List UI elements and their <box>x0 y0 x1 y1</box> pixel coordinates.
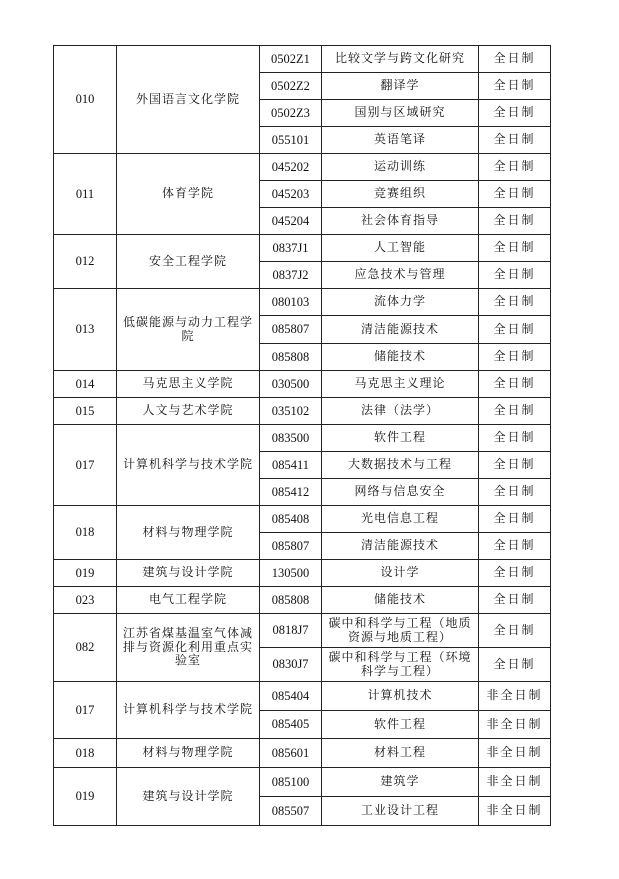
college-name-cell: 电气工程学院 <box>117 587 260 614</box>
major-code-cell: 080103 <box>260 289 322 316</box>
table-row <box>54 614 551 648</box>
study-mode-cell: 非全日制 <box>479 797 551 826</box>
study-mode-cell: 全日制 <box>479 73 551 100</box>
major-name-cell: 软件工程 <box>322 711 479 739</box>
study-mode-cell: 全日制 <box>479 262 551 289</box>
major-name-cell: 工业设计工程 <box>322 797 479 826</box>
program-table-body <box>54 46 551 826</box>
major-code-cell: 085507 <box>260 797 322 826</box>
study-mode-cell: 全日制 <box>479 289 551 316</box>
study-mode-cell: 全日制 <box>479 533 551 560</box>
table-row <box>54 506 551 533</box>
major-code-cell: 0818J7 <box>260 614 322 648</box>
table-row <box>54 425 551 452</box>
college-name-cell: 人文与艺术学院 <box>117 398 260 425</box>
college-name-cell: 安全工程学院 <box>117 235 260 289</box>
study-mode-cell: 全日制 <box>479 587 551 614</box>
major-code-cell: 085601 <box>260 739 322 768</box>
major-code-cell: 030500 <box>260 371 322 398</box>
major-name-cell: 储能技术 <box>322 344 479 371</box>
major-name-cell: 储能技术 <box>322 587 479 614</box>
major-name-cell: 比较文学与跨文化研究 <box>322 46 479 73</box>
college-name-cell: 体育学院 <box>117 154 260 235</box>
major-code-cell: 085808 <box>260 344 322 371</box>
major-code-cell: 085408 <box>260 506 322 533</box>
major-name-cell: 设计学 <box>322 560 479 587</box>
college-code-cell: 023 <box>54 587 117 614</box>
study-mode-cell: 全日制 <box>479 398 551 425</box>
study-mode-cell: 非全日制 <box>479 768 551 797</box>
major-code-cell: 0502Z2 <box>260 73 322 100</box>
major-code-cell: 130500 <box>260 560 322 587</box>
major-name-cell: 运动训练 <box>322 154 479 181</box>
college-name-cell: 马克思主义学院 <box>117 371 260 398</box>
major-name-cell: 人工智能 <box>322 235 479 262</box>
study-mode-cell: 全日制 <box>479 614 551 648</box>
college-name-cell: 材料与物理学院 <box>117 739 260 768</box>
table-row <box>54 154 551 181</box>
major-code-cell: 0502Z3 <box>260 100 322 127</box>
college-code-cell: 018 <box>54 739 117 768</box>
table-row <box>54 682 551 711</box>
major-code-cell: 0837J1 <box>260 235 322 262</box>
study-mode-cell: 全日制 <box>479 208 551 235</box>
major-name-cell: 清洁能源技术 <box>322 316 479 344</box>
table-row <box>54 560 551 587</box>
college-code-cell: 019 <box>54 768 117 826</box>
major-code-cell: 085807 <box>260 316 322 344</box>
table-row <box>54 289 551 316</box>
major-code-cell: 055101 <box>260 127 322 154</box>
study-mode-cell: 全日制 <box>479 560 551 587</box>
major-code-cell: 0502Z1 <box>260 46 322 73</box>
college-code-cell: 017 <box>54 682 117 739</box>
college-name-cell: 计算机科学与技术学院 <box>117 425 260 506</box>
program-table <box>53 45 551 826</box>
study-mode-cell: 全日制 <box>479 506 551 533</box>
table-row <box>54 235 551 262</box>
major-code-cell: 085411 <box>260 452 322 479</box>
major-code-cell: 085412 <box>260 479 322 506</box>
college-name-cell: 建筑与设计学院 <box>117 768 260 826</box>
major-name-cell: 社会体育指导 <box>322 208 479 235</box>
college-name-cell: 建筑与设计学院 <box>117 560 260 587</box>
college-name-cell: 计算机科学与技术学院 <box>117 682 260 739</box>
major-code-cell: 045204 <box>260 208 322 235</box>
study-mode-cell: 全日制 <box>479 344 551 371</box>
major-name-cell: 马克思主义理论 <box>322 371 479 398</box>
study-mode-cell: 全日制 <box>479 425 551 452</box>
study-mode-cell: 非全日制 <box>479 682 551 711</box>
major-code-cell: 085100 <box>260 768 322 797</box>
study-mode-cell: 非全日制 <box>479 711 551 739</box>
major-code-cell: 045202 <box>260 154 322 181</box>
major-name-cell: 翻译学 <box>322 73 479 100</box>
study-mode-cell: 全日制 <box>479 452 551 479</box>
major-name-cell: 法律（法学） <box>322 398 479 425</box>
major-code-cell: 0837J2 <box>260 262 322 289</box>
study-mode-cell: 全日制 <box>479 181 551 208</box>
table-row <box>54 398 551 425</box>
major-name-cell: 清洁能源技术 <box>322 533 479 560</box>
college-code-cell: 013 <box>54 289 117 371</box>
major-name-cell: 网络与信息安全 <box>322 479 479 506</box>
study-mode-cell: 全日制 <box>479 154 551 181</box>
college-code-cell: 014 <box>54 371 117 398</box>
table-row <box>54 768 551 797</box>
college-code-cell: 015 <box>54 398 117 425</box>
major-name-cell: 应急技术与管理 <box>322 262 479 289</box>
study-mode-cell: 非全日制 <box>479 739 551 768</box>
college-name-cell: 江苏省煤基温室气体减排与资源化利用重点实验室 <box>117 614 260 682</box>
major-code-cell: 0830J7 <box>260 648 322 682</box>
study-mode-cell: 全日制 <box>479 479 551 506</box>
college-code-cell: 012 <box>54 235 117 289</box>
major-name-cell: 国别与区域研究 <box>322 100 479 127</box>
college-code-cell: 017 <box>54 425 117 506</box>
table-row <box>54 46 551 73</box>
study-mode-cell: 全日制 <box>479 648 551 682</box>
major-name-cell: 碳中和科学与工程（环境科学与工程） <box>322 648 479 682</box>
major-code-cell: 083500 <box>260 425 322 452</box>
table-row <box>54 371 551 398</box>
study-mode-cell: 全日制 <box>479 235 551 262</box>
major-name-cell: 材料工程 <box>322 739 479 768</box>
table-row <box>54 739 551 768</box>
major-code-cell: 085808 <box>260 587 322 614</box>
major-name-cell: 计算机技术 <box>322 682 479 711</box>
major-name-cell: 英语笔译 <box>322 127 479 154</box>
study-mode-cell: 全日制 <box>479 316 551 344</box>
study-mode-cell: 全日制 <box>479 46 551 73</box>
major-name-cell: 软件工程 <box>322 425 479 452</box>
major-name-cell: 碳中和科学与工程（地质资源与地质工程） <box>322 614 479 648</box>
college-code-cell: 010 <box>54 46 117 154</box>
major-code-cell: 085405 <box>260 711 322 739</box>
major-name-cell: 竞赛组织 <box>322 181 479 208</box>
college-name-cell: 材料与物理学院 <box>117 506 260 560</box>
major-code-cell: 045203 <box>260 181 322 208</box>
study-mode-cell: 全日制 <box>479 371 551 398</box>
major-code-cell: 085404 <box>260 682 322 711</box>
major-code-cell: 035102 <box>260 398 322 425</box>
major-name-cell: 流体力学 <box>322 289 479 316</box>
major-code-cell: 085807 <box>260 533 322 560</box>
college-code-cell: 011 <box>54 154 117 235</box>
college-code-cell: 018 <box>54 506 117 560</box>
college-name-cell: 外国语言文化学院 <box>117 46 260 154</box>
study-mode-cell: 全日制 <box>479 100 551 127</box>
major-name-cell: 大数据技术与工程 <box>322 452 479 479</box>
table-row <box>54 587 551 614</box>
college-name-cell: 低碳能源与动力工程学院 <box>117 289 260 371</box>
college-code-cell: 019 <box>54 560 117 587</box>
major-name-cell: 光电信息工程 <box>322 506 479 533</box>
major-name-cell: 建筑学 <box>322 768 479 797</box>
study-mode-cell: 全日制 <box>479 127 551 154</box>
college-code-cell: 082 <box>54 614 117 682</box>
